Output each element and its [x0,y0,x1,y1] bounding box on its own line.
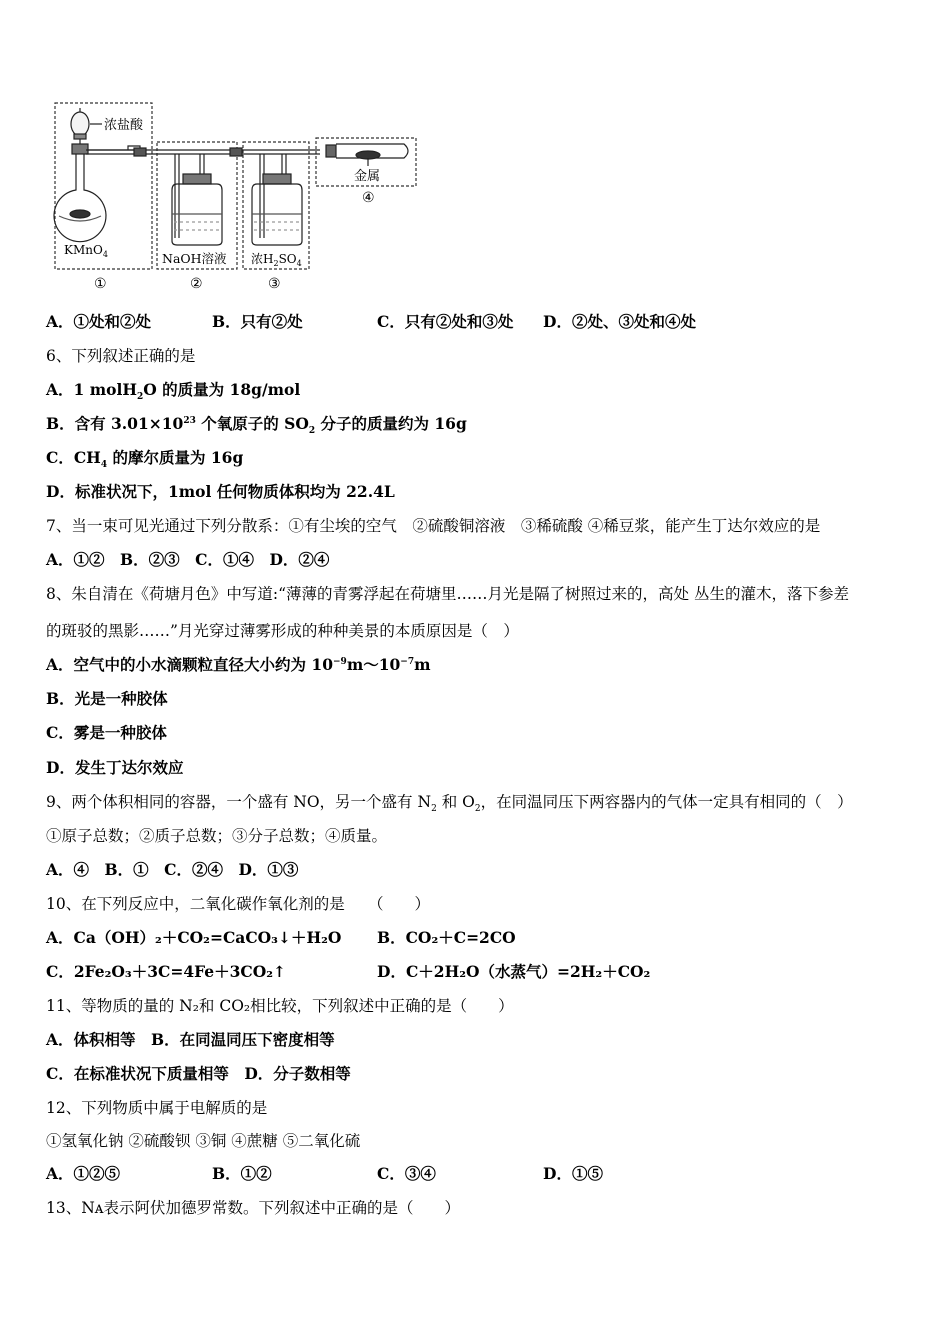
q5-option-d[interactable]: D．②处、③处和④处 [543,312,696,331]
q11-options-ab[interactable]: A．体积相等 B．在同温同压下密度相等 [46,1030,335,1049]
label-n2: ② [190,276,203,292]
label-metal: 金属 [354,169,381,184]
q11-stem: 11、等物质的量的 N₂和 CO₂相比较，下列叙述中正确的是（ ） [46,997,514,1015]
q8-stem-line2: 的斑驳的黑影……”月光穿过薄雾形成的种种美景的本质原因是（ ） [46,622,519,640]
label-h2so4: 浓$H_2SO_4$ [251,252,302,268]
q6-option-c[interactable]: C．$CH_4$ 的摩尔质量为 16g [46,448,244,471]
q10-option-b[interactable]: B．CO₂＋C=2CO [377,928,516,947]
q8-option-c[interactable]: C．雾是一种胶体 [46,723,167,742]
q7-options[interactable]: A．①② B．②③ C．①④ D．②④ [46,550,330,569]
q8-option-b[interactable]: B．光是一种胶体 [46,689,168,708]
q6-option-b[interactable]: B．含有 $3.01\times 10^{23}$ 个氧原子的 $SO_2$ 分子的质量约为 16g [46,414,467,437]
label-n1: ① [94,276,107,292]
q6-option-a[interactable]: A．1 molH$_2$O 的质量为 18g/mol [46,380,301,403]
label-conc-hcl: 浓盐酸 [104,118,144,133]
q5-option-b[interactable]: B．只有②处 [212,312,303,331]
q12-option-d[interactable]: D．①⑤ [543,1164,603,1183]
q12-option-b[interactable]: B．①② [212,1164,272,1183]
q9-options[interactable]: A．④ B．① C．②④ D．①③ [46,860,299,879]
apparatus-diagram [50,98,430,298]
q8-option-a[interactable]: A．空气中的小水滴颗粒直径大小约为 $10^{-9}m\sim 10^{-7}m$ [46,655,431,674]
label-kmno4: KMnO$_4$ [64,243,108,259]
q10-option-d[interactable]: D．C＋2H₂O（水蒸气）=2H₂＋CO₂ [377,962,651,981]
connecting-tubes [86,146,320,238]
q13-stem: 13、Nᴀ表示阿伏加德罗常数。下列叙述中正确的是（ ） [46,1199,461,1217]
q5-option-c[interactable]: C．只有②处和③处 [377,312,514,331]
label-n4: ④ [362,190,375,206]
label-n3: ③ [268,276,281,292]
q5-option-a[interactable]: A．①处和②处 [46,312,152,331]
q8-stem-line1: 8、朱自清在《荷塘月色》中写道:“薄薄的青雾浮起在荷塘里……月光是隔了树照过来的，高处 丛生的灌木，落下参差 [46,585,849,603]
round-flask [54,144,106,242]
q11-options-cd[interactable]: C．在标准状况下质量相等 D．分子数相等 [46,1064,351,1083]
test-tube-metal [326,144,408,166]
q7-stem: 7、当一束可见光通过下列分散系：①有尘埃的空气 ②硫酸铜溶液 ③稀硫酸 ④稀豆浆，能产生丁达尔效应的是 [46,517,821,535]
q6-option-d[interactable]: D．标准状况下，1mol 任何物质体积均为 22.4L [46,482,395,501]
q9-stem: 9、两个体积相同的容器，一个盛有 NO，另一个盛有 $N_2$ 和 $O_2$，在同温同压下两容器内的气体一定具有相同的（ ） [46,793,853,815]
q10-option-c[interactable]: C．2Fe₂O₃＋3C=4Fe＋3CO₂↑ [46,962,287,981]
box-3 [243,142,309,269]
q9-items: ①原子总数；②质子总数；③分子总数；④质量。 [46,827,388,845]
q12-stem: 12、下列物质中属于电解质的是 [46,1099,268,1117]
q10-stem: 10、在下列反应中，二氧化碳作氧化剂的是 （ ） [46,895,430,913]
q10-option-a[interactable]: A．Ca（OH）₂＋CO₂=CaCO₃↓＋H₂O [46,928,342,947]
box-2 [157,142,237,269]
label-naoh: NaOH溶液 [162,251,227,266]
q6-stem: 6、下列叙述正确的是 [46,347,196,365]
q12-option-c[interactable]: C．③④ [377,1164,436,1183]
q12-items: ①氢氧化钠 ②硫酸钡 ③铜 ④蔗糖 ⑤二氧化硫 [46,1132,361,1150]
q8-option-d[interactable]: D．发生丁达尔效应 [46,758,184,777]
q12-option-a[interactable]: A．①②⑤ [46,1164,121,1183]
